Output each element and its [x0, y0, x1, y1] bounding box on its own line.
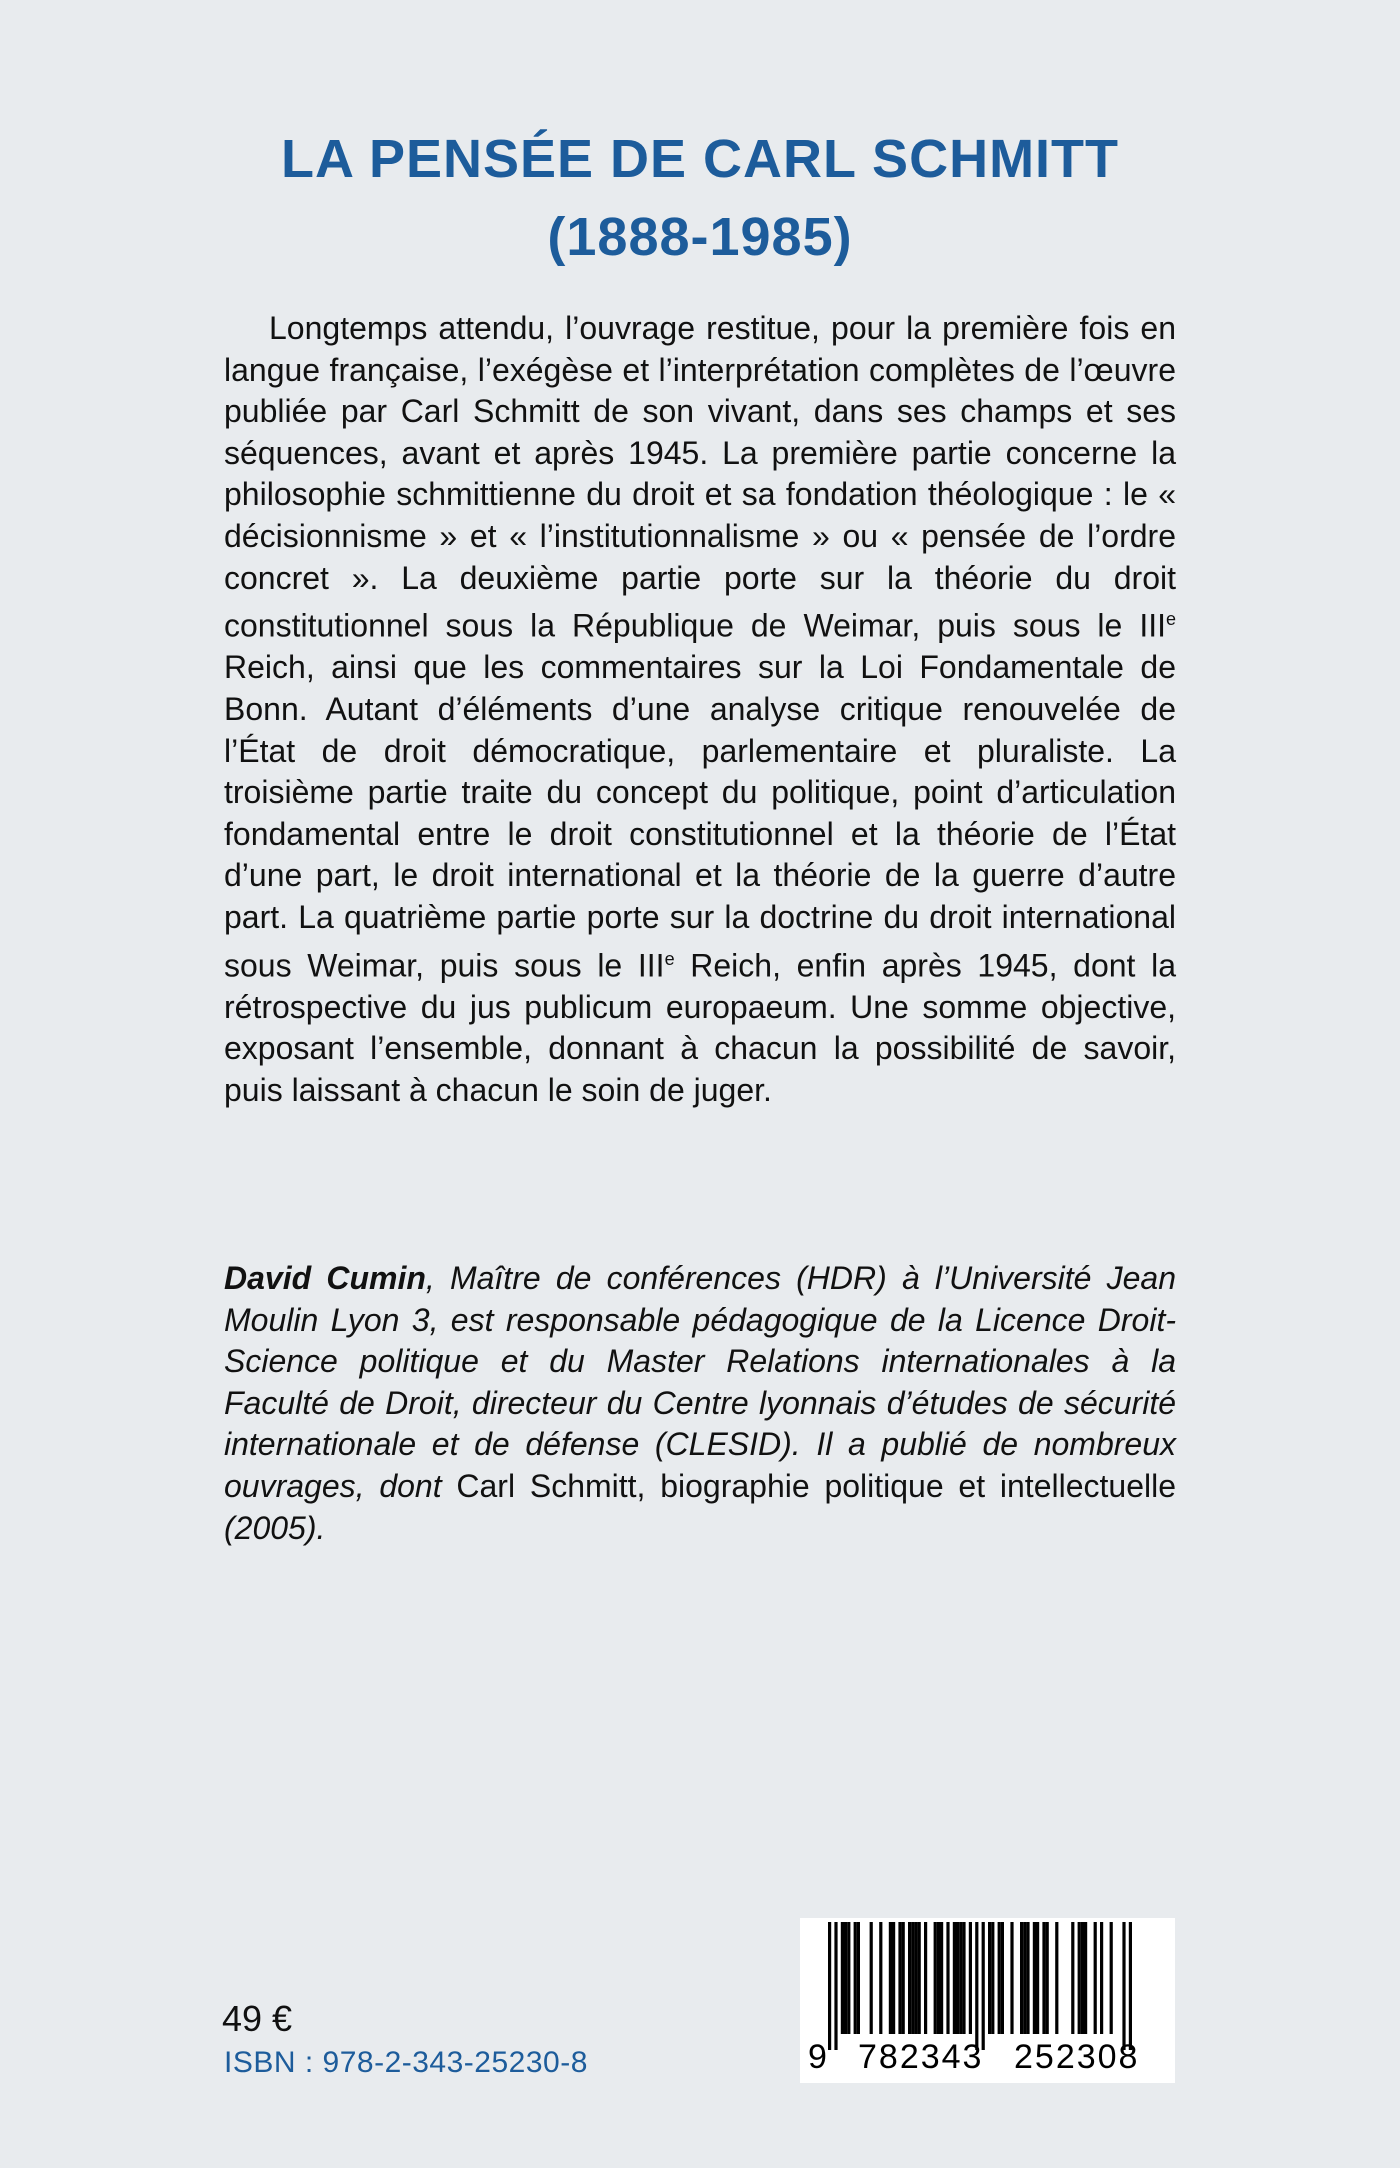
- summary-superscript-2: e: [664, 948, 675, 969]
- barcode-bar: [1026, 1922, 1029, 2034]
- summary-text-part-3: Reich, enfin après 1945, dont la rétrospective du jus publicum europaeum. Une somme objective, exposant l’ensemble, donnant à chacun la possibilité de savoir, puis laissant à chacun le soin de juger.: [224, 947, 1177, 1108]
- barcode-bar: [953, 1922, 956, 2034]
- barcode-bar: [998, 1922, 1001, 2034]
- barcode-bar: [982, 1922, 985, 2050]
- barcode-bar: [889, 1922, 892, 2034]
- summary-superscript-1: e: [1165, 609, 1176, 630]
- barcode-bar: [969, 1922, 972, 2034]
- barcode-bar: [975, 1922, 978, 2050]
- author-name: David Cumin: [224, 1260, 426, 1296]
- barcode-bar: [857, 1922, 860, 2034]
- barcode-bar: [1001, 1922, 1004, 2034]
- barcode-right-digits: 252308: [1014, 2038, 1140, 2076]
- barcode: [800, 1918, 1175, 2083]
- barcode-bar: [1033, 1922, 1036, 2034]
- barcode-bar: [847, 1922, 850, 2034]
- barcode-bar: [956, 1922, 959, 2034]
- barcode-bar: [908, 1922, 911, 2034]
- barcode-bar: [988, 1922, 991, 2034]
- book-dates: (1888-1985): [547, 207, 853, 267]
- barcode-bar: [844, 1922, 847, 2034]
- author-bio-paragraph: [224, 1258, 1176, 1549]
- summary-text-part-2: Reich, ainsi que les commentaires sur la Loi Fondamentale de Bonn. Autant d’éléments d’une analyse critique renouvelée de l’État de droit démocratique, parlementaire et pluraliste. La troisième partie traite du concept du politique, point d’articulation fondamental entre le droit constitutionnel et la théorie de l’État d’une part, le droit international et la théorie de la guerre d’autre part. La quatrième partie porte sur la doctrine du droit international sous Weimar, puis sous le III: [224, 649, 1176, 984]
- barcode-bar: [879, 1922, 882, 2034]
- author-book-year: (2005).: [224, 1509, 326, 1546]
- barcode-bar: [1100, 1922, 1103, 2034]
- barcode-bar: [892, 1922, 895, 2034]
- barcode-bar: [1078, 1922, 1081, 2034]
- barcode-bar: [1020, 1922, 1023, 2034]
- barcode-bar: [946, 1922, 949, 2034]
- barcode-bar: [937, 1922, 940, 2034]
- price: 49 €: [222, 1998, 293, 2039]
- barcode-bar: [991, 1922, 994, 2034]
- barcode-bar: [1042, 1922, 1045, 2034]
- barcode-bar: [1071, 1922, 1074, 2034]
- barcode-bar: [914, 1922, 917, 2034]
- barcode-bar: [854, 1922, 857, 2034]
- barcode-bar: [1122, 1922, 1125, 2050]
- barcode-bars: [800, 1918, 1175, 2052]
- author-book-title: Carl Schmitt, biographie politique et intellectuelle: [456, 1467, 1177, 1504]
- barcode-bar: [834, 1922, 837, 2050]
- barcode-bar: [1023, 1922, 1026, 2034]
- book-title: LA PENSÉE DE CARL SCHMITT: [280, 129, 1120, 189]
- barcode-bar: [1010, 1922, 1013, 2034]
- barcode-bar: [940, 1922, 943, 2034]
- barcode-bar: [918, 1922, 921, 2034]
- barcode-bar: [1081, 1922, 1084, 2034]
- barcode-first-digit: 9: [808, 2038, 829, 2076]
- barcode-bar: [898, 1922, 901, 2034]
- barcode-bar: [1094, 1922, 1097, 2034]
- barcode-bar: [962, 1922, 965, 2034]
- summary-paragraph: [224, 308, 1176, 1112]
- barcode-bar: [1110, 1922, 1113, 2034]
- barcode-bar: [959, 1922, 962, 2034]
- isbn: ISBN : 978-2-343-25230-8: [224, 2046, 588, 2079]
- barcode-bar: [1055, 1922, 1058, 2034]
- barcode-left-digits: 782343: [858, 2038, 984, 2076]
- summary-text-part-1: Longtemps attendu, l’ouvrage restitue, pour la première fois en langue française, l’exégèse et l’interprétation complètes de l’œuvre publiée par Carl Schmitt de son vivant, dans ses champs et ses séquences, avant et après 1945. La première partie concerne la philosophie schmittienne du droit et sa fondation théologique : le « décisionnisme » et « l’institutionnalisme » ou « pensée de l’ordre concret ». La deuxième partie porte sur la théorie du droit constitutionnel sous la République de Weimar, puis sous le III: [224, 310, 1176, 644]
- barcode-bar: [934, 1922, 937, 2034]
- barcode-bar: [911, 1922, 914, 2034]
- barcode-bar: [1129, 1922, 1132, 2050]
- barcode-bar: [870, 1922, 873, 2034]
- barcode-bar: [924, 1922, 927, 2034]
- barcode-bar: [1036, 1922, 1039, 2034]
- barcode-bar: [1046, 1922, 1049, 2034]
- barcode-bar: [902, 1922, 905, 2034]
- barcode-bar: [1084, 1922, 1087, 2034]
- barcode-bar: [841, 1922, 844, 2034]
- author-bio: , Maître de conférences (HDR) à l’Université Jean Moulin Lyon 3, est responsable pédagogique de la Licence Droit-Science politique et du Master Relations internationales à la Faculté de Droit, directeur du Centre lyonnais d’études de sécurité internationale et de défense (CLESID). Il a publié de nombreux ouvrages, dont: [224, 1260, 1176, 1504]
- barcode-bar: [828, 1922, 831, 2050]
